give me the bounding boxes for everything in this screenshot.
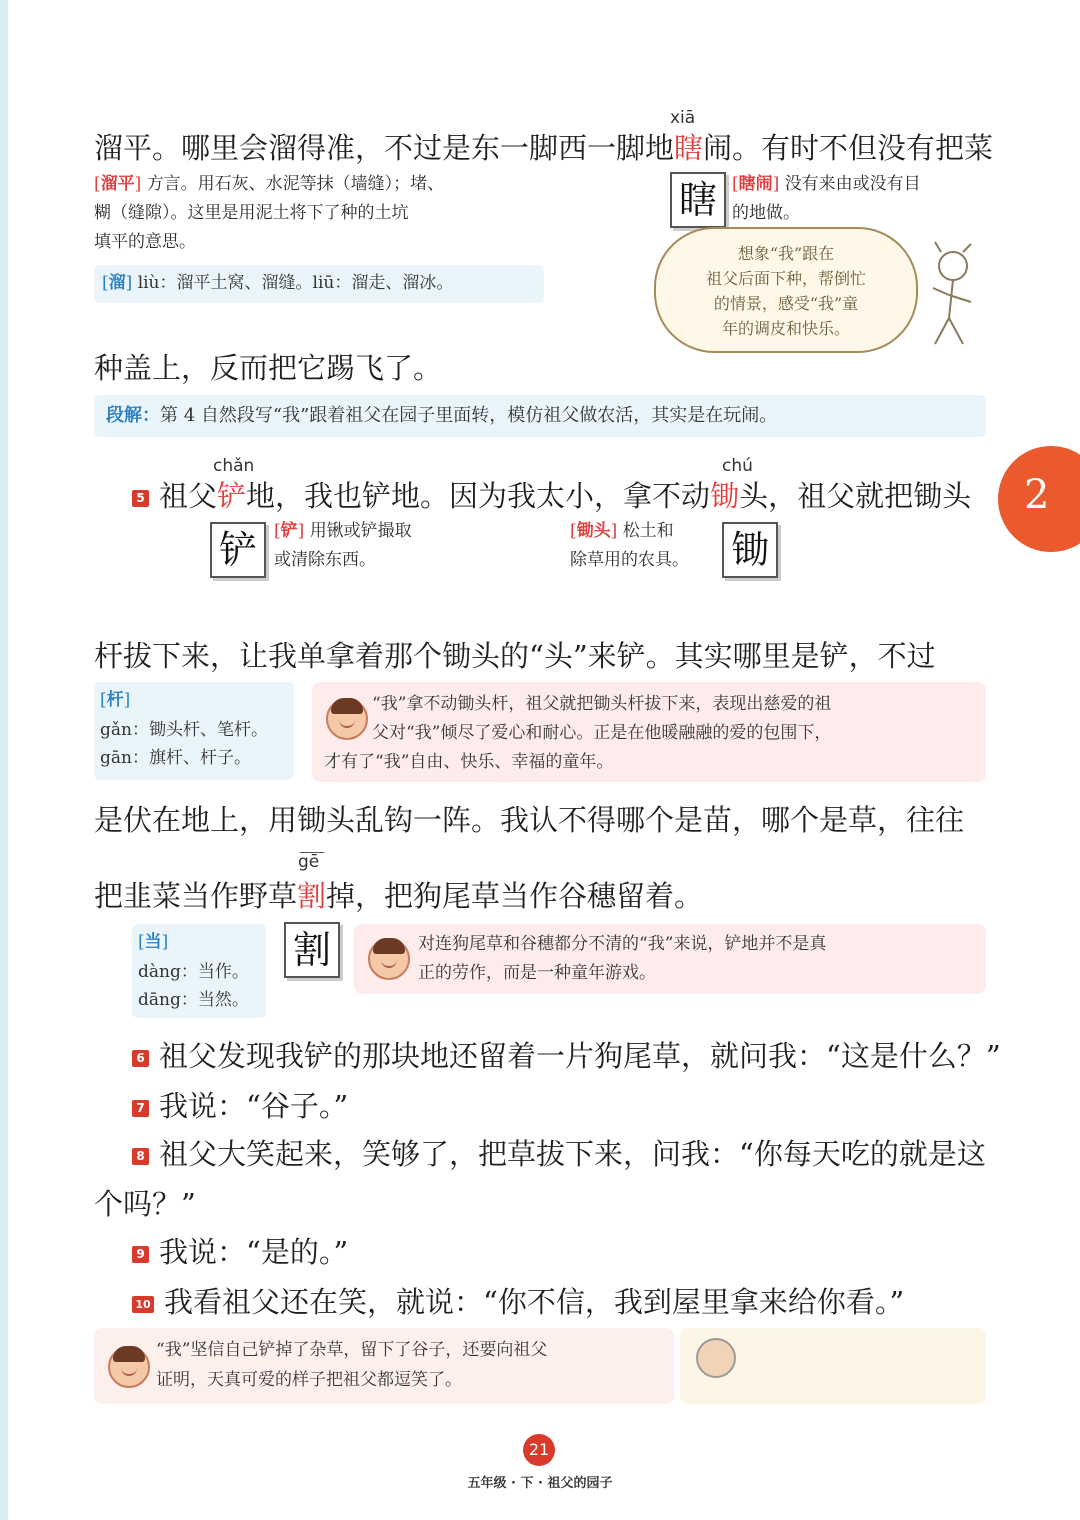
polyphone-box-liu: [溜] liù：溜平土窝、溜缝。liū：溜走、溜冰。 [94, 265, 544, 303]
p8-line2: 个吗？” [94, 1187, 196, 1221]
boy-avatar-icon [696, 1338, 736, 1378]
girl-avatar-icon [326, 698, 368, 740]
char-box-ge: 割 [284, 922, 340, 978]
girl-avatar-icon [368, 938, 410, 980]
char-box-xia: 瞎 [670, 172, 726, 228]
p4-line2: 种盖上，反而把它踢飞了。 [94, 351, 443, 385]
pinyin-ge: gē [298, 852, 320, 872]
gloss-chan: [铲] 用锹或铲撮取 或清除东西。 [274, 521, 412, 570]
annotation-note-2: 对连狗尾草和谷穗都分不清的“我”来说，铲地并不是真 正的劳作，而是一种童年游戏。 [354, 924, 986, 994]
pinyin-xia: xiā [670, 108, 696, 128]
gloss-xianao: [瞎闹] 没有来由或没有目 的地做。 [732, 174, 921, 223]
p5-line1: 5 祖父铲地，我也铲地。因为我太小，拿不动锄头，祖父就把锄头 [132, 478, 971, 514]
p7: 7 我说：“谷子。” [132, 1088, 348, 1124]
reply-note-box [680, 1328, 986, 1404]
footer-text: 五年级 · 下 · 祖父的园子 [467, 1476, 613, 1491]
p5-line4: 把韭菜当作野草割掉，把狗尾草当作谷穗留着。 [94, 879, 704, 913]
girl-avatar-icon [108, 1346, 150, 1388]
pinyin-chan: chǎn [213, 456, 255, 476]
p8-line1: 8 祖父大笑起来，笑够了，把草拔下来，问我：“你每天吃的就是这 [132, 1136, 986, 1172]
annotation-note-3: “我”坚信自己铲掉了杂草，留下了谷子，还要向祖父 证明，天真可爱的样子把祖父都逗笑了。 [94, 1328, 674, 1404]
page-number: 21 [523, 1434, 555, 1466]
p10: 10 我看祖父还在笑，就说：“你不信，我到屋里拿来给你看。” [132, 1284, 904, 1320]
chapter-tab: 2 [998, 446, 1080, 552]
cartoon-figure-icon [905, 240, 985, 350]
gloss-chutou: [锄头] 松土和 除草用的农具。 [570, 521, 689, 570]
p5-line2: 杆拔下来，让我单拿着那个锄头的“头”来铲。其实哪里是铲，不过 [94, 639, 936, 673]
pinyin-chu: chú [722, 456, 753, 476]
p4-line1: 溜平。哪里会溜得准，不过是东一脚西一脚地瞎闹。有时不但没有把菜 [94, 131, 994, 165]
p5-line3: 是伏在地上，用锄头乱钩一阵。我认不得哪个是苗，哪个是草，往往 [94, 803, 965, 837]
p6: 6 祖父发现我铲的那块地还留着一片狗尾草，就问我：“这是什么？” [132, 1038, 1001, 1074]
gloss-liuping: [溜平] 方言。用石灰、水泥等抹（墙缝）；堵、 糊（缝隙）。这里是用泥土将下了种的土坑 填平的意思。 [94, 174, 445, 252]
char-box-chu: 锄 [722, 522, 778, 578]
red-char-xia: 瞎 [674, 131, 704, 165]
p9: 9 我说：“是的。” [132, 1234, 348, 1270]
thought-bubble: 想象“我”跟在 祖父后面下种，帮倒忙 的情景，感受“我”童 年的调皮和快乐。 [654, 227, 918, 353]
char-box-chan: 铲 [210, 522, 266, 578]
polyphone-box-gan: [杆] gǎn：锄头杆、笔杆。 gān：旗杆、杆子。 [94, 682, 294, 780]
duanjie-box: 段解：第 4 自然段写“我”跟着祖父在园子里面转，模仿祖父做农活，其实是在玩闹。 [94, 395, 986, 437]
polyphone-box-dang: [当] dàng：当作。 dāng：当然。 [132, 924, 266, 1018]
page-spine [0, 0, 8, 1520]
annotation-note-1: “我”拿不动锄头杆，祖父就把锄头杆拔下来，表现出慈爱的祖 父对“我”倾尽了爱心和耐心。正是在他暖融融的爱的包围下， 才有了“我”自由、快乐、幸福的童年。 [312, 682, 986, 782]
para-number-5: 5 [132, 490, 149, 507]
